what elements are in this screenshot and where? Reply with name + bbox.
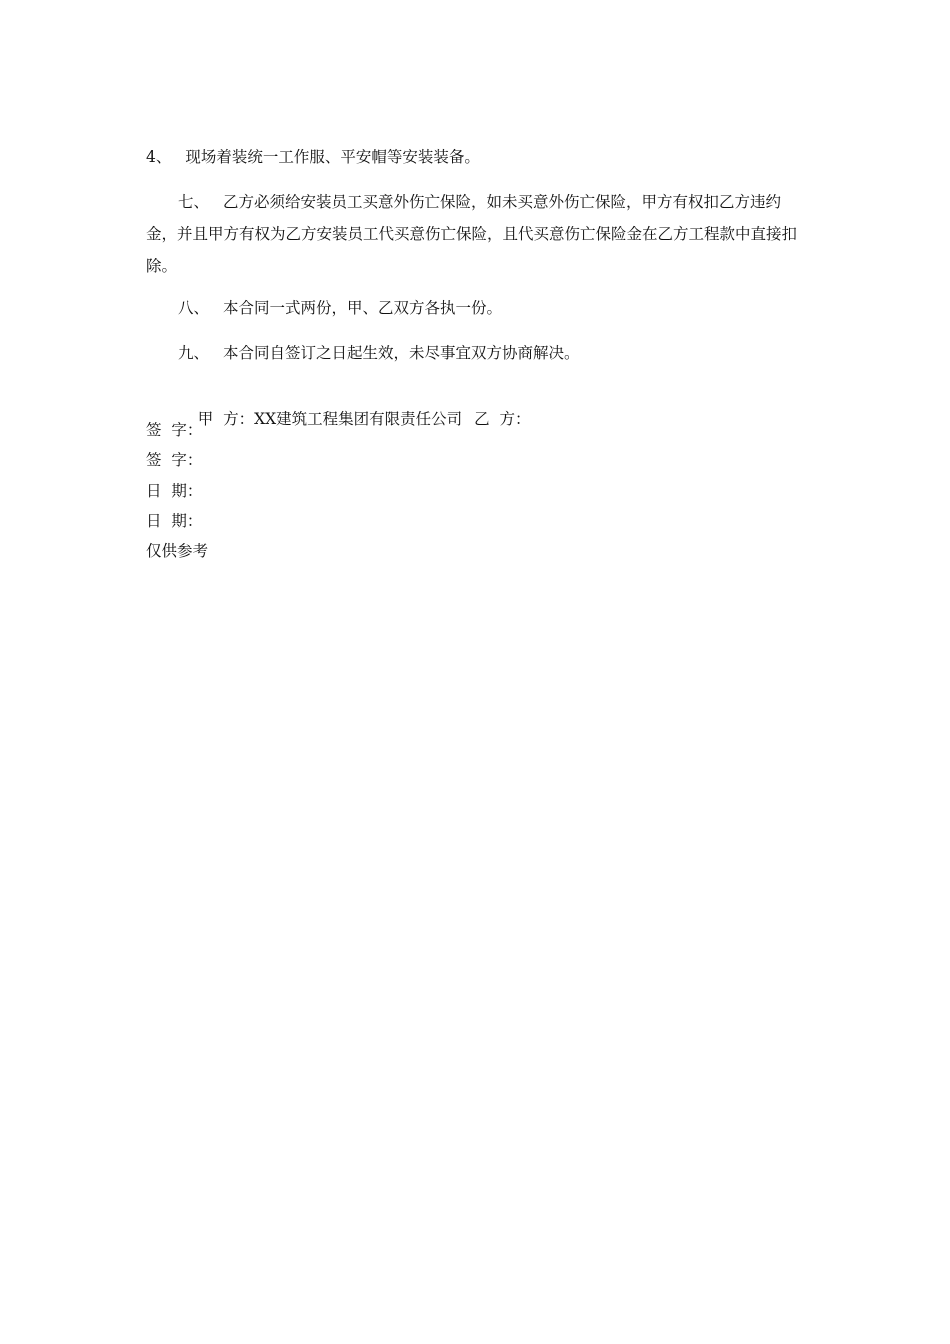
parties-line bbox=[178, 389, 531, 449]
clause-7-text: 乙方必须给安装员工买意外伤亡保险，如未买意外伤亡保险，甲方有权扣乙方违约金，并且甲方有权为乙方安装员工代买意伤亡保险，且代买意伤亡保险金在乙方工程款中直接扣除。 bbox=[146, 193, 798, 275]
item-4-text: 现场着装统一工作服、平安帽等安装装备。 bbox=[185, 148, 480, 166]
party-a-name: XX建筑工程集团有限责任公司 bbox=[254, 410, 463, 428]
item-4-number: 4、 bbox=[146, 148, 172, 166]
clause-8 bbox=[178, 298, 502, 318]
signature-a: 签 字： bbox=[146, 421, 203, 439]
signature-b: 签 字： bbox=[146, 451, 203, 469]
footer-note: 仅供参考 bbox=[146, 542, 209, 560]
clause-9-text: 本合同自签订之日起生效，未尽事宜双方协商解决。 bbox=[223, 344, 580, 362]
clause-7 bbox=[146, 186, 806, 282]
clause-7-number: 七、 bbox=[178, 193, 210, 211]
party-a-label: 甲 方： bbox=[197, 410, 255, 428]
date-a: 日 期： bbox=[146, 482, 203, 500]
clause-8-number: 八、 bbox=[178, 299, 210, 317]
date-b: 日 期： bbox=[146, 512, 203, 530]
clause-9-number: 九、 bbox=[178, 344, 210, 362]
clause-8-text: 本合同一式两份，甲、乙双方各执一份。 bbox=[223, 299, 503, 317]
item-4 bbox=[146, 147, 480, 167]
clause-9 bbox=[178, 343, 580, 363]
party-b-label: 乙 方： bbox=[474, 410, 531, 428]
